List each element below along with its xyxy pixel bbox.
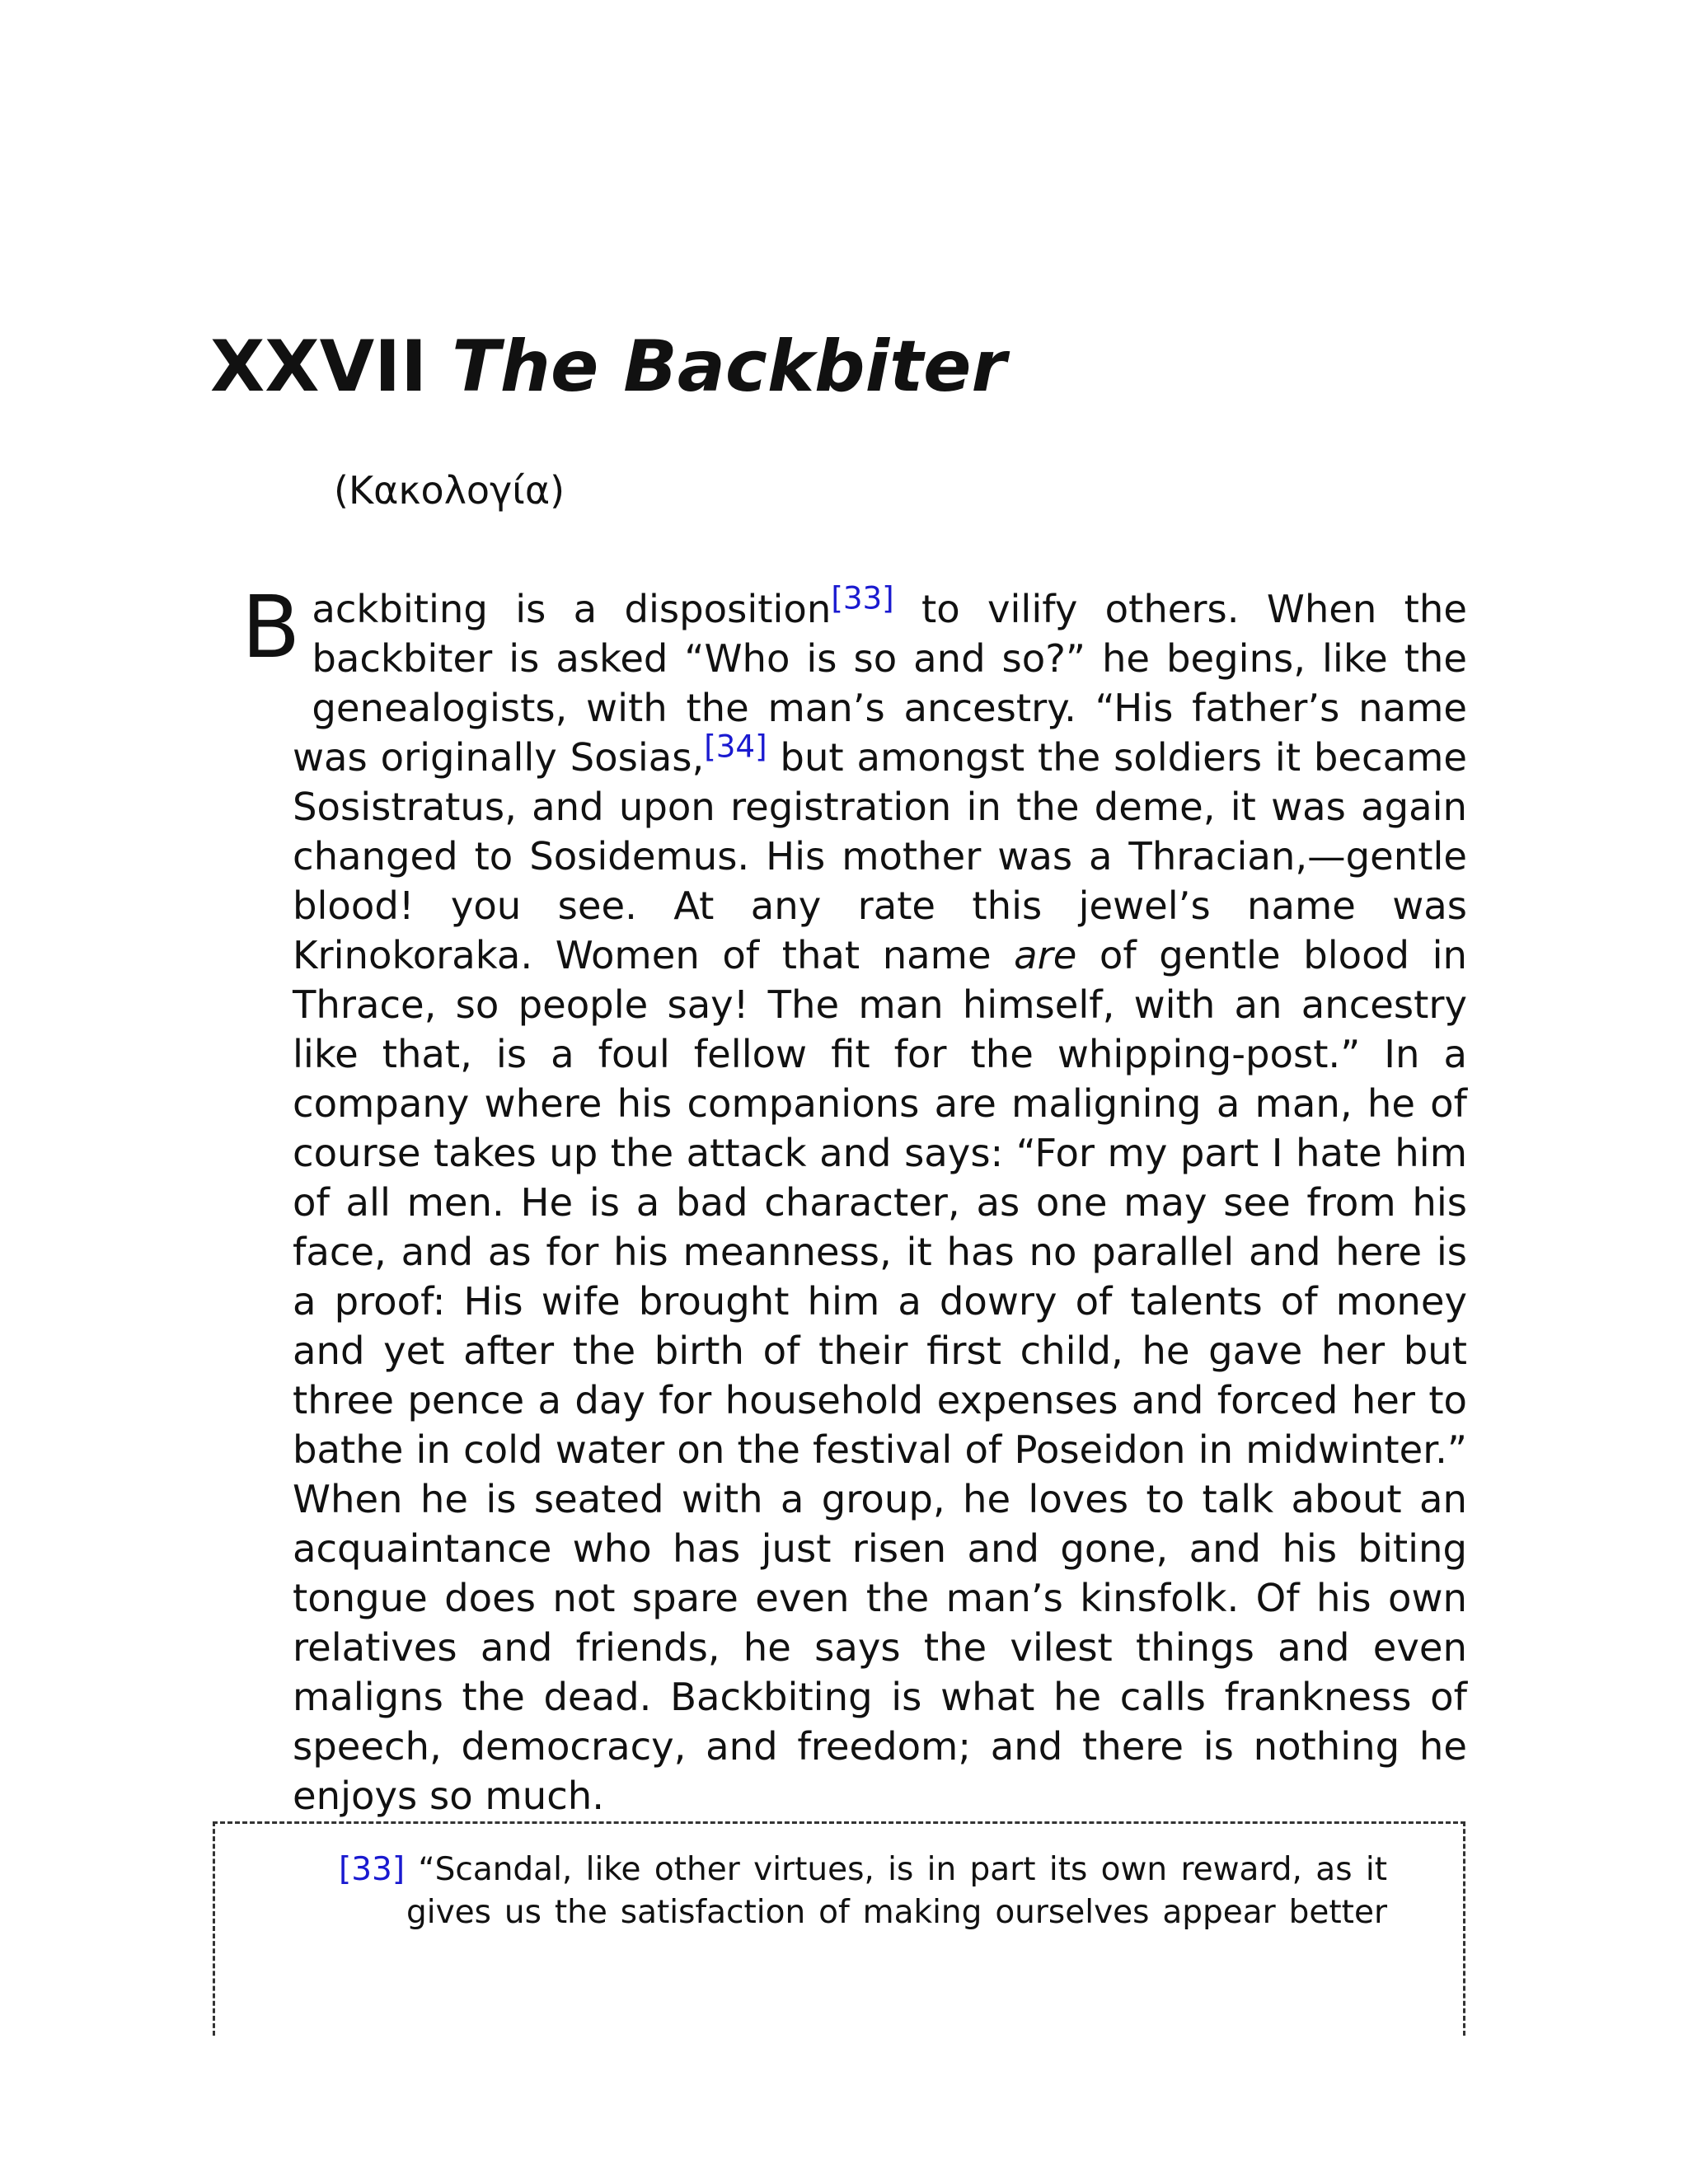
footnote-box bbox=[213, 1821, 1465, 2036]
greek-subtitle: (Κακολογία) bbox=[334, 468, 565, 513]
body-text-segment: to vilify others. When the backbiter is asked “Who is so and so?” he begins, like the genealogists, with the man’s ancestry. “His father’s name was originally Sosias, bbox=[293, 587, 1467, 780]
chapter-heading bbox=[210, 317, 1006, 416]
body-paragraph bbox=[241, 577, 1467, 1821]
footnote-backlink-33[interactable]: [33] bbox=[339, 1851, 406, 1888]
chapter-number: XXVII bbox=[210, 326, 428, 408]
body-text-segment: but amongst the soldiers it became Sosistratus, and upon registration in the deme, it was again changed to Sosidemus. His mother was a Thracian,—gentle blood! you see. At any rate this jewel’s name was Krinokoraka. Women of that name bbox=[293, 735, 1467, 977]
drop-cap: B bbox=[241, 577, 301, 677]
emphasis-text: are bbox=[1014, 933, 1077, 977]
footnote-body: “Scandal, like other virtues, is in part its own reward, as it gives us the satisfaction of making ourselves appear better bbox=[405, 1851, 1387, 1931]
body-text-segment: ackbiting is a disposition bbox=[312, 587, 832, 631]
footnote-text bbox=[339, 1849, 1387, 1934]
footnote-link-33[interactable]: [33] bbox=[831, 579, 894, 616]
body-text-segment: of gentle blood in Thrace, so people say! The man himself, with an ancestry like that, is a foul fellow fit for the whipping-post.” In a company where his companions are maligning a man, he of course takes up the attack and says: “For my part I hate him of all men. He is a bad character, as one may see from his face, and as for his meanness, it has no parallel and here is a proof: His wife brought him a dowry of talents of money and yet after the birth of their first child, he gave her but three pence a day for household expenses and forced her to bathe in cold water on the festival of Poseidon in midwinter.” When he is seated with a group, he loves to talk about an acquaintance who has just risen and gone, and his biting tongue does not spare even the man’s kinsfolk. Of his own relatives and friends, he says the vilest things and even maligns the dead. Backbiting is what he calls frankness of speech, democracy, and freedom; and there is nothing he enjoys so much. bbox=[293, 933, 1467, 1818]
chapter-title: The Backbiter bbox=[452, 326, 1006, 408]
footnote-link-34[interactable]: [34] bbox=[704, 728, 767, 765]
